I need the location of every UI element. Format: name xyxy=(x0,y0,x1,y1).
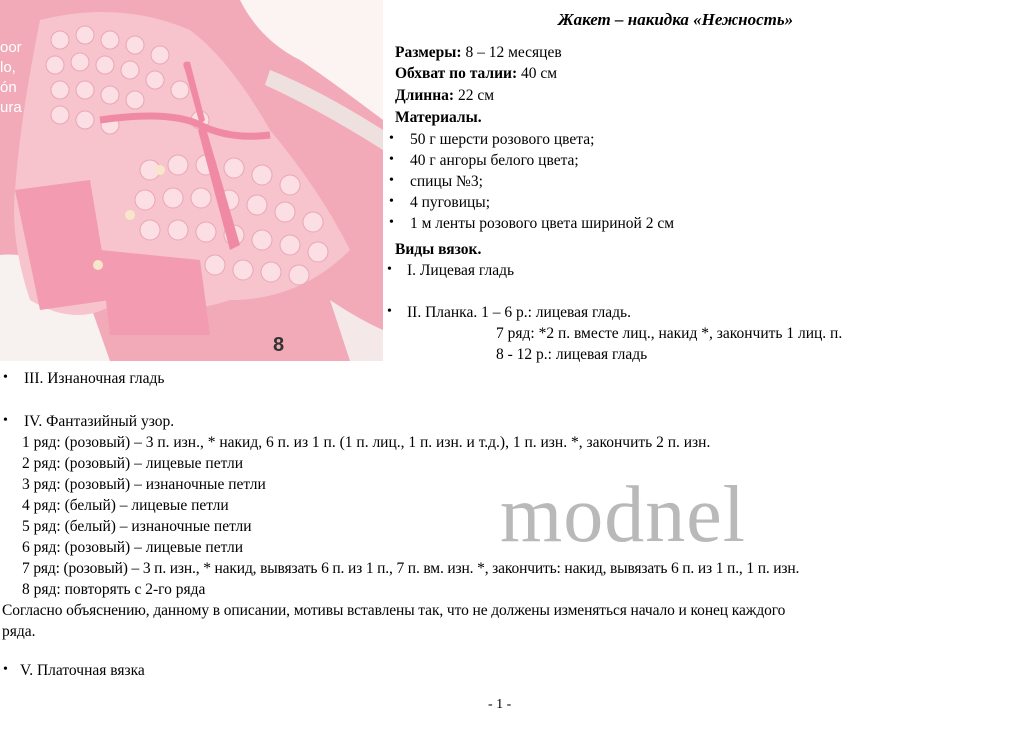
spec-size-label: Размеры: xyxy=(395,44,462,61)
bullet-icon: • xyxy=(387,262,392,277)
spec-length-value: 22 см xyxy=(457,87,495,104)
pattern-row: 5 ряд: (белый) – изнаночные петли xyxy=(22,518,252,535)
spec-waist-label: Обхват по талии: xyxy=(395,65,518,82)
bullet-icon: • xyxy=(3,370,8,385)
watermark: modnel xyxy=(500,471,746,559)
material-item: 4 пуговицы; xyxy=(410,194,491,211)
material-item: 40 г ангоры белого цвета; xyxy=(410,152,579,169)
pattern-row: 2 ряд: (розовый) – лицевые петли xyxy=(22,455,243,472)
stitch-5: V. Платочная вязка xyxy=(20,662,145,679)
bullet-icon: • xyxy=(389,152,394,167)
spec-size-value: 8 – 12 месяцев xyxy=(465,44,562,61)
stitch-1: I. Лицевая гладь xyxy=(407,262,515,279)
bullet-icon: • xyxy=(3,662,8,677)
material-item: 1 м ленты розового цвета шириной 2 см xyxy=(410,215,675,232)
pattern-row: 8 ряд: повторять с 2-го ряда xyxy=(22,581,206,598)
bullet-icon: • xyxy=(389,131,394,146)
note-line: Согласно объяснению, данному в описании, мотивы вставлены так, что не должены изменяться начало и конец каждого xyxy=(2,602,786,619)
bullet-icon: • xyxy=(387,304,392,319)
stitches-heading: Виды вязок. xyxy=(395,241,482,258)
material-item: спицы №3; xyxy=(410,173,483,190)
bullet-icon: • xyxy=(389,215,394,230)
knitted-jacket-illustration xyxy=(0,0,383,361)
spec-length-label: Длинна: xyxy=(395,87,455,104)
pattern-row: 1 ряд: (розовый) – 3 п. изн., * накид, 6 п. из 1 п. (1 п. лиц., 1 п. изн. и т.д.), 1 п. изн. *, закончить 2 п. изн. xyxy=(22,434,711,451)
spec-waist-value: 40 см xyxy=(521,65,558,82)
pattern-row: 4 ряд: (белый) – лицевые петли xyxy=(22,497,229,514)
corner-text-line: lo, xyxy=(0,59,16,76)
sweater-photo xyxy=(0,0,383,361)
material-item: 50 г шерсти розового цвета; xyxy=(410,131,595,148)
spec-waist xyxy=(395,64,557,84)
pattern-row: 3 ряд: (розовый) – изнаночные петли xyxy=(22,476,266,493)
stitch-2: II. Планка. 1 – 6 р.: лицевая гладь. xyxy=(407,304,632,321)
stitch-2-row7: 7 ряд: *2 п. вместе лиц., накид *, закончить 1 лиц. п. xyxy=(496,325,843,342)
corner-text-line: oor xyxy=(0,39,22,56)
corner-text-line: ura xyxy=(0,99,22,116)
stitch-3: III. Изнаночная гладь xyxy=(24,370,165,387)
page-title: Жакет – накидка «Нежность» xyxy=(558,10,794,29)
stitch-2-rows8-12: 8 - 12 р.: лицевая гладь xyxy=(496,346,648,363)
pattern-row: 7 ряд: (розовый) – 3 п. изн., * накид, вывязать 6 п. из 1 п., 7 п. вм. изн. *, закончить: накид, вывязать 6 п. из 1 п., 1 п. изн. xyxy=(22,560,800,577)
bullet-icon: • xyxy=(3,413,8,428)
spec-length xyxy=(395,86,494,106)
spec-size xyxy=(395,43,562,63)
bullet-icon: • xyxy=(389,194,394,209)
pattern-row: 6 ряд: (розовый) – лицевые петли xyxy=(22,539,243,556)
bullet-icon: • xyxy=(389,173,394,188)
page-number: - 1 - xyxy=(488,697,512,712)
corner-text-line: ón xyxy=(0,79,17,96)
photo-number: 8 xyxy=(273,334,285,356)
stitch-4: IV. Фантазийный узор. xyxy=(24,413,175,430)
photo-corner-text xyxy=(0,38,24,118)
note-line: ряда. xyxy=(2,623,36,640)
materials-heading: Материалы. xyxy=(395,109,482,126)
